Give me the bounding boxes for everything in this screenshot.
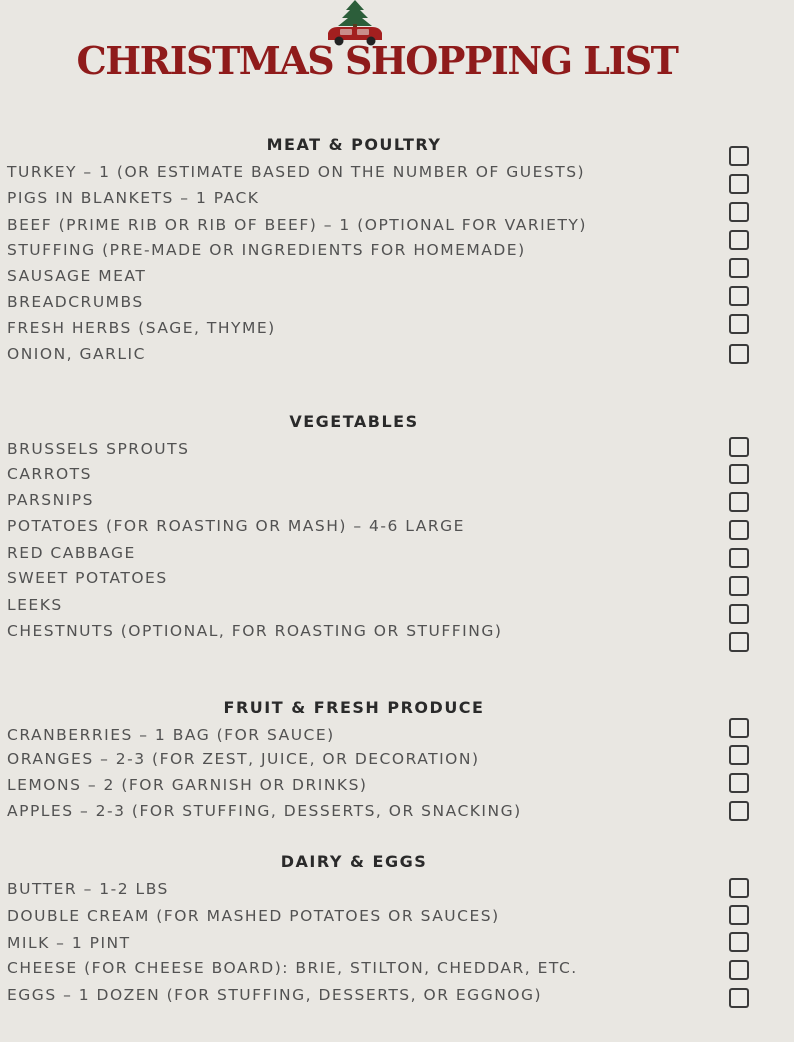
item-checkbox[interactable] [729, 604, 749, 624]
list-item: ONION, GARLIC [7, 345, 146, 363]
list-item: ORANGES – 2-3 (FOR ZEST, JUICE, OR DECORATION) [7, 750, 480, 768]
item-checkbox[interactable] [729, 548, 749, 568]
list-item: LEMONS – 2 (FOR GARNISH OR DRINKS) [7, 776, 368, 794]
item-checkbox[interactable] [729, 202, 749, 222]
list-item: PIGS IN BLANKETS – 1 PACK [7, 189, 260, 207]
list-item: CARROTS [7, 465, 92, 483]
section-heading: MEAT & POULTRY [266, 135, 442, 154]
list-item: CHEESE (FOR CHEESE BOARD): BRIE, STILTON, CHEDDAR, ETC. [7, 959, 578, 977]
list-item: EGGS – 1 DOZEN (FOR STUFFING, DESSERTS, OR EGGNOG) [7, 986, 543, 1004]
list-item: APPLES – 2-3 (FOR STUFFING, DESSERTS, OR SNACKING) [7, 802, 522, 820]
item-checkbox[interactable] [729, 773, 749, 793]
item-checkbox[interactable] [729, 576, 749, 596]
item-checkbox[interactable] [729, 878, 749, 898]
item-checkbox[interactable] [729, 520, 749, 540]
list-item: BUTTER – 1-2 LBS [7, 880, 169, 898]
item-checkbox[interactable] [729, 437, 749, 457]
item-checkbox[interactable] [729, 286, 749, 306]
item-checkbox[interactable] [729, 988, 749, 1008]
list-item: SAUSAGE MEAT [7, 267, 147, 285]
item-checkbox[interactable] [729, 146, 749, 166]
item-checkbox[interactable] [729, 344, 749, 364]
section-heading: FRUIT & FRESH PRODUCE [223, 698, 485, 717]
page-title: CHRISTMAS SHOPPING LIST [76, 38, 678, 83]
list-item: STUFFING (PRE-MADE OR INGREDIENTS FOR HOMEMADE) [7, 241, 526, 259]
list-item: SWEET POTATOES [7, 569, 168, 587]
list-item: MILK – 1 PINT [7, 934, 131, 952]
list-item: CHESTNUTS (OPTIONAL, FOR ROASTING OR STUFFING) [7, 622, 503, 640]
item-checkbox[interactable] [729, 464, 749, 484]
list-item: BREADCRUMBS [7, 293, 144, 311]
item-checkbox[interactable] [729, 314, 749, 334]
section-heading: DAIRY & EGGS [280, 852, 428, 871]
list-item: POTATOES (FOR ROASTING OR MASH) – 4-6 LARGE [7, 517, 465, 535]
item-checkbox[interactable] [729, 174, 749, 194]
list-item: RED CABBAGE [7, 544, 136, 562]
item-checkbox[interactable] [729, 932, 749, 952]
item-checkbox[interactable] [729, 258, 749, 278]
item-checkbox[interactable] [729, 632, 749, 652]
item-checkbox[interactable] [729, 492, 749, 512]
list-item: PARSNIPS [7, 491, 94, 509]
item-checkbox[interactable] [729, 718, 749, 738]
list-item: FRESH HERBS (SAGE, THYME) [7, 319, 276, 337]
item-checkbox[interactable] [729, 801, 749, 821]
list-item: BEEF (PRIME RIB OR RIB OF BEEF) – 1 (OPTIONAL FOR VARIETY) [7, 216, 587, 234]
list-item: CRANBERRIES – 1 BAG (FOR SAUCE) [7, 726, 335, 744]
item-checkbox[interactable] [729, 905, 749, 925]
list-item: BRUSSELS SPROUTS [7, 440, 190, 458]
list-item: DOUBLE CREAM (FOR MASHED POTATOES OR SAUCES) [7, 907, 500, 925]
item-checkbox[interactable] [729, 745, 749, 765]
list-item: TURKEY – 1 (OR ESTIMATE BASED ON THE NUMBER OF GUESTS) [7, 163, 586, 181]
item-checkbox[interactable] [729, 230, 749, 250]
section-heading: VEGETABLES [289, 412, 419, 431]
item-checkbox[interactable] [729, 960, 749, 980]
list-item: LEEKS [7, 596, 63, 614]
